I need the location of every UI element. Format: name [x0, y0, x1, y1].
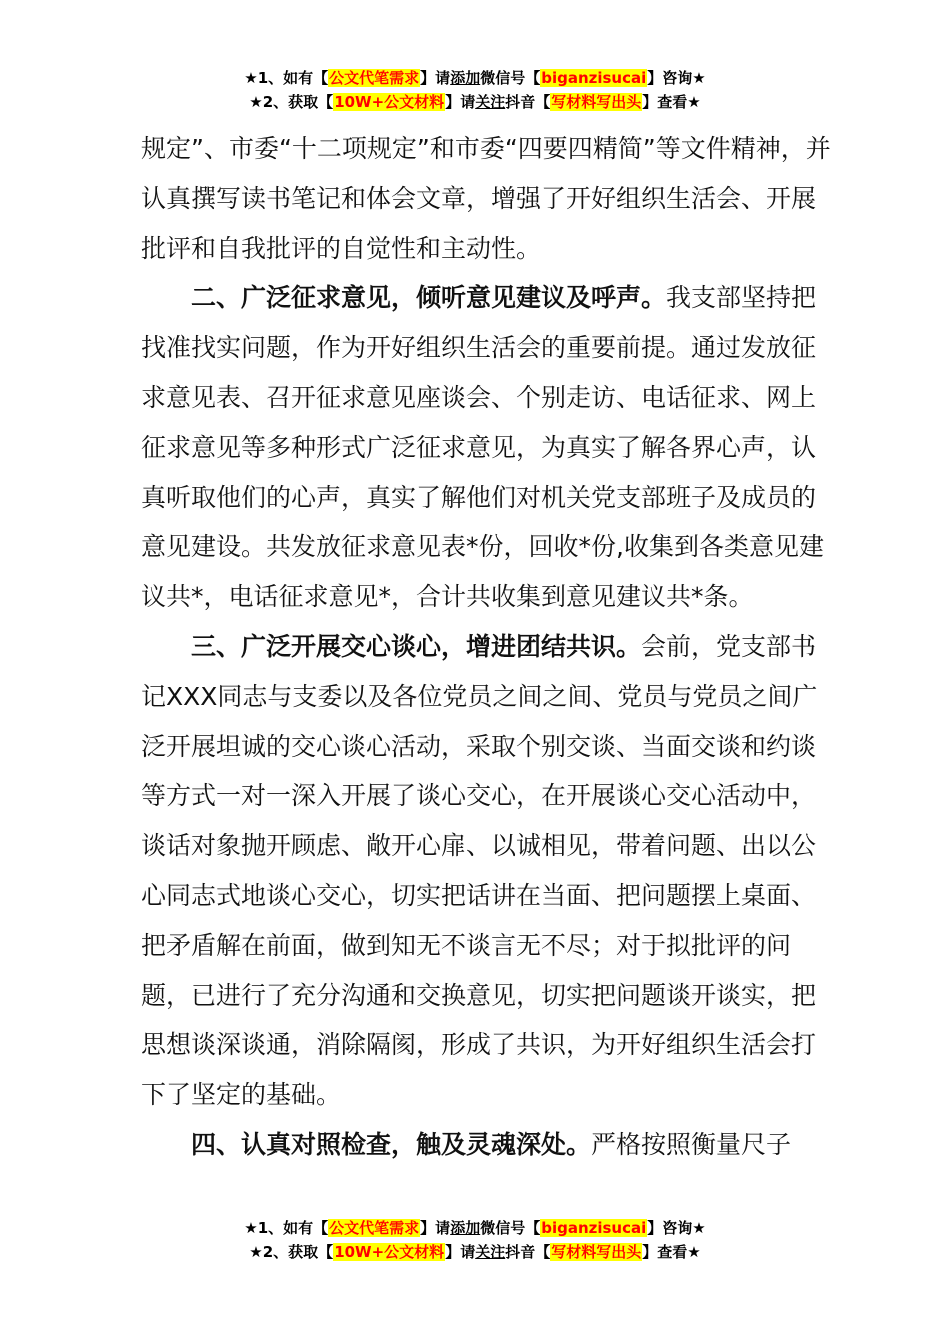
paragraph-section-4: [141, 1120, 831, 1170]
bottom-promo-banner: [0, 1216, 950, 1264]
promo-line-2-mid: 】请: [445, 93, 476, 111]
promo-line-2-emphasis: 关注: [475, 93, 506, 111]
promo-line-2-tag-douyin: 写材料写出头: [551, 1243, 642, 1261]
promo-line-1-emphasis: 添加: [450, 69, 481, 87]
promo-line-1-mid2: 微信号【: [480, 69, 541, 87]
promo-line-2-suffix: 】查看★: [642, 93, 701, 111]
top-promo-banner: [0, 66, 950, 114]
promo-line-2-mid2: 抖音【: [505, 93, 551, 111]
promo-line-2-tag-materials: 10W+公文材料: [334, 1243, 445, 1261]
promo-line-2-tag-douyin: 写材料写出头: [551, 93, 642, 111]
promo-line-2-emphasis: 关注: [475, 1243, 506, 1261]
paragraph-section-3: [141, 622, 831, 1120]
section-2-heading: 二、广泛征求意见，倾听意见建议及呼声。: [191, 283, 667, 313]
promo-line-2: [0, 90, 950, 114]
promo-line-2-tag-materials: 10W+公文材料: [334, 93, 445, 111]
promo-line-1-tag-wechat: biganzisucai: [541, 69, 647, 87]
promo-line-2: [0, 1240, 950, 1264]
paragraph-continuation: 规定”、市委“十二项规定”和市委“四要四精简”等文件精神，并认真撰写读书笔记和体会文章，增强了开好组织生活会、开展批评和自我批评的自觉性和主动性。: [141, 134, 831, 263]
promo-line-1-prefix: ★1、如有【: [244, 1219, 329, 1237]
promo-line-2-mid2: 抖音【: [505, 1243, 551, 1261]
promo-line-1-suffix: 】咨询★: [647, 1219, 706, 1237]
section-3-heading: 三、广泛开展交心谈心，增进团结共识。: [191, 631, 642, 661]
section-3-body: 会前，党支部书记XXX同志与支委以及各位党员之间之间、党员与党员之间广泛开展坦诚的交心谈心活动，采取个别交谈、当面交谈和约谈等方式一对一深入开展了谈心交心，在开展谈心交心活动中，谈话对象抛开顾虑、敞开心扉、以诚相见，带着问题、出以公心同志式地谈心交心，切实把话讲在当面、把问题摆上桌面、把矛盾解在前面，做到知无不谈言无不尽；对于拟批评的问题，已进行了充分沟通和交换意见，切实把问题谈开谈实，把思想谈深谈通，消除隔阂，形成了共识，为开好组织生活会打下了坚定的基础。: [141, 631, 818, 1110]
promo-line-1: [0, 66, 950, 90]
document-body: [141, 124, 831, 1170]
promo-line-1-mid: 】请: [420, 69, 451, 87]
section-2-body: 我支部坚持把找准找实问题，作为开好组织生活会的重要前提。通过发放征求意见表、召开征求意见座谈会、个别走访、电话征求、网上征求意见等多种形式广泛征求意见，为真实了解各界心声，认真听取他们的心声，真实了解他们对机关党支部班子及成员的意见建设。共发放征求意见表*份，回收*份,收集到各类意见建议共*，电话征求意见*，合计共收集到意见建议共*条。: [141, 283, 824, 612]
promo-line-1-mid: 】请: [420, 1219, 451, 1237]
section-4-body: 严格按照衡量尺子: [591, 1129, 792, 1159]
promo-line-2-prefix: ★2、获取【: [249, 93, 334, 111]
promo-line-2-prefix: ★2、获取【: [249, 1243, 334, 1261]
paragraph-section-2: [141, 273, 831, 622]
promo-line-1-tag-service: 公文代笔需求: [329, 1219, 420, 1237]
section-4-heading: 四、认真对照检查，触及灵魂深处。: [191, 1129, 592, 1159]
promo-line-1-tag-wechat: biganzisucai: [541, 1219, 647, 1237]
promo-line-1-tag-service: 公文代笔需求: [329, 69, 420, 87]
promo-line-1-prefix: ★1、如有【: [244, 69, 329, 87]
promo-line-1: [0, 1216, 950, 1240]
promo-line-1-mid2: 微信号【: [480, 1219, 541, 1237]
promo-line-2-mid: 】请: [445, 1243, 476, 1261]
promo-line-1-emphasis: 添加: [450, 1219, 481, 1237]
promo-line-2-suffix: 】查看★: [642, 1243, 701, 1261]
promo-line-1-suffix: 】咨询★: [647, 69, 706, 87]
